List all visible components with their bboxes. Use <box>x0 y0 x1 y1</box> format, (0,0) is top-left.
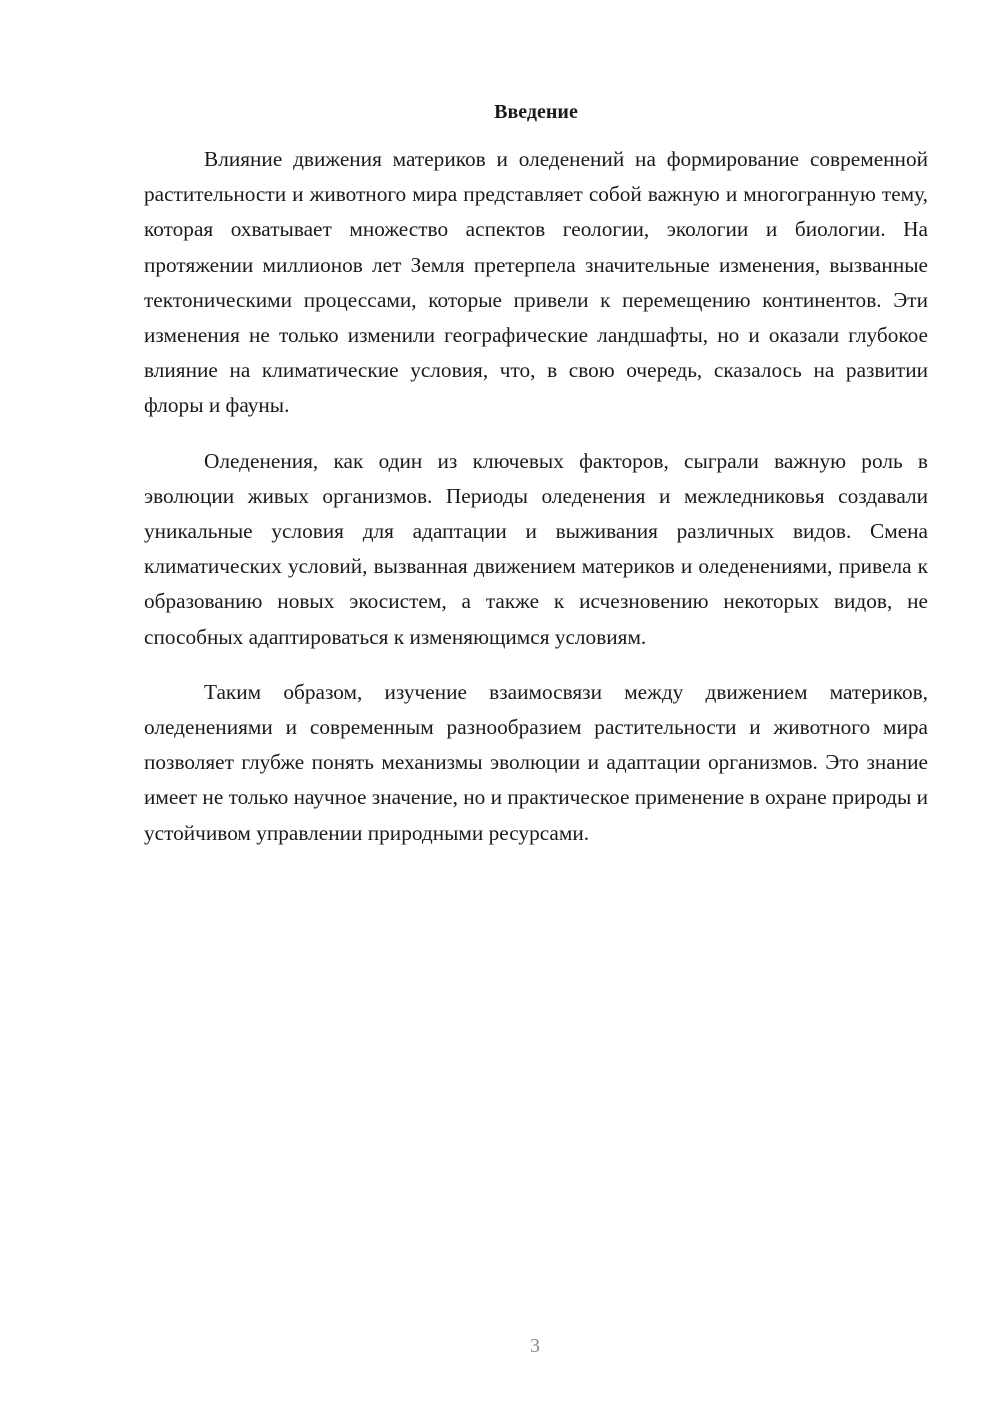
section-heading: Введение <box>494 101 578 123</box>
paragraph-1: Влияние движения материков и оледенений на формирование современной растительности и животного мира представляет собой важную и многогранную тему, которая охватывает множество аспектов геологии, экологии и биологии. На протяжении миллионов лет Земля претерпела значительные изменения, вызванные тектоническими процессами, которые привели к перемещению континентов. Эти изменения не только изменили географические ландшафты, но и оказали глубокое влияние на климатические условия, что, в свою очередь, сказалось на развитии флоры и фауны. <box>144 147 928 418</box>
paragraph-3: Таким образом, изучение взаимосвязи между движением материков, оледенениями и современным разнообразием растительности и животного мира позволяет глубже понять механизмы эволюции и адаптации организмов. Это знание имеет не только научное значение, но и практическое применение в охране природы и устойчивом управлении природными ресурсами. <box>144 679 928 845</box>
paragraph-2: Оледенения, как один из ключевых факторов, сыграли важную роль в эволюции живых организмов. Периоды оледенения и межледниковья создавали уникальные условия для адаптации и выживания различных видов. Смена климатических условий, вызванная движением материков и оледенениями, привела к образованию новых экосистем, а также к исчезновению некоторых видов, не способных адаптироваться к изменяющимся условиям. <box>144 448 928 649</box>
body-text <box>144 142 928 871</box>
page-number: 3 <box>530 1335 540 1357</box>
